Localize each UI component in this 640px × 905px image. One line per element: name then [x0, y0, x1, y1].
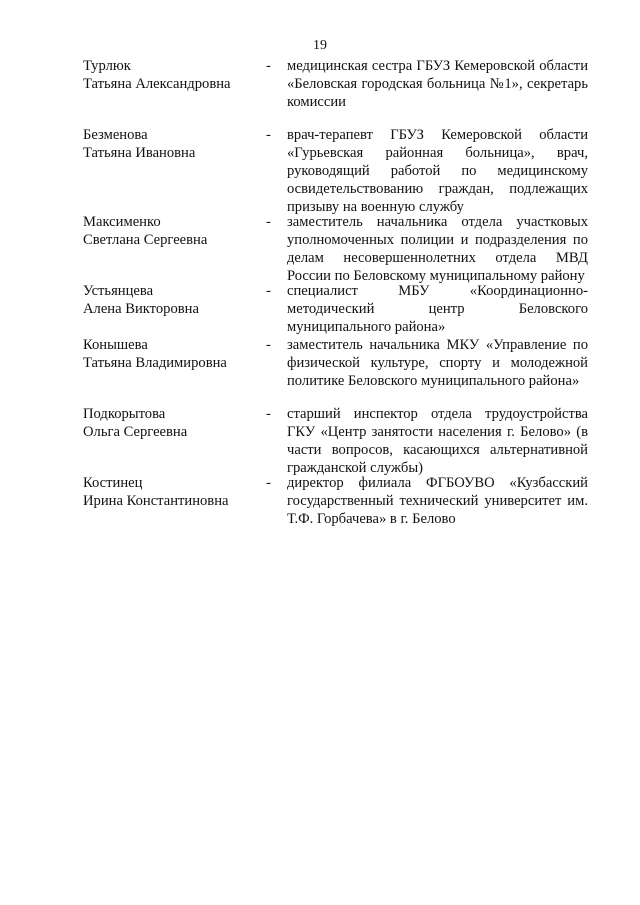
- member-surname: Костинец: [83, 475, 143, 491]
- member-name: [83, 336, 258, 372]
- member-surname: Конышева: [83, 337, 148, 353]
- member-role: старший инспектор отдела трудоустройства ГКУ «Центр занятости населения г. Белово» (в части вопросов, касающихся альтернативной гражданской службы): [287, 406, 588, 476]
- member-given-names: Светлана Сергеевна: [83, 232, 208, 248]
- separator-dash: -: [266, 337, 271, 353]
- member-surname: Турлюк: [83, 58, 131, 74]
- separator-dash: -: [266, 406, 271, 422]
- member-given-names: Татьяна Владимировна: [83, 355, 227, 371]
- member-name: [83, 213, 258, 249]
- member-row: [0, 126, 640, 213]
- separator-dash: -: [266, 58, 271, 74]
- member-surname: Максименко: [83, 214, 161, 230]
- member-role: заместитель начальника отдела участковых уполномоченных полиции и подразделения по делам несовершеннолетних отдела МВД России по Беловскому муниципальному району: [287, 214, 588, 284]
- separator-dash: -: [266, 283, 271, 299]
- member-given-names: Татьяна Александровна: [83, 76, 231, 92]
- member-role: заместитель начальника МКУ «Управление по физической культуре, спорту и молодежной политике Беловского муниципального района»: [287, 337, 588, 389]
- separator-dash: -: [266, 214, 271, 230]
- member-row: [0, 336, 640, 405]
- member-name: [83, 405, 258, 441]
- member-given-names: Ирина Константиновна: [83, 493, 229, 509]
- member-role: директор филиала ФГБОУВО «Кузбасский государственный технический университет им. Т.Ф. Горбачева» в г. Белово: [287, 475, 588, 527]
- member-row: [0, 282, 640, 336]
- separator-dash: -: [266, 475, 271, 491]
- member-row: [0, 57, 640, 126]
- member-name: [83, 282, 258, 318]
- member-name: [83, 126, 258, 162]
- member-name: [83, 474, 258, 510]
- member-row: [0, 474, 640, 534]
- member-given-names: Ольга Сергеевна: [83, 424, 188, 440]
- member-row: [0, 405, 640, 474]
- member-surname: Безменова: [83, 127, 148, 143]
- member-role: специалист МБУ «Координационно-методический центр Беловского муниципального района»: [287, 283, 588, 335]
- member-given-names: Татьяна Ивановна: [83, 145, 196, 161]
- page-number: 19: [313, 38, 327, 53]
- member-row: [0, 213, 640, 282]
- member-surname: Подкорытова: [83, 406, 166, 422]
- member-name: [83, 57, 258, 93]
- member-role: врач-терапевт ГБУЗ Кемеровской области «Гурьевская районная больница», врач, руководящий работой по медицинскому освидетельствованию граждан, подлежащих призыву на военную службу: [287, 127, 588, 215]
- member-surname: Устьянцева: [83, 283, 154, 299]
- separator-dash: -: [266, 127, 271, 143]
- member-role: медицинская сестра ГБУЗ Кемеровской области «Беловская городская больница №1», секретарь комиссии: [287, 58, 588, 110]
- commission-members-list: [0, 57, 640, 534]
- member-given-names: Алена Викторовна: [83, 301, 199, 317]
